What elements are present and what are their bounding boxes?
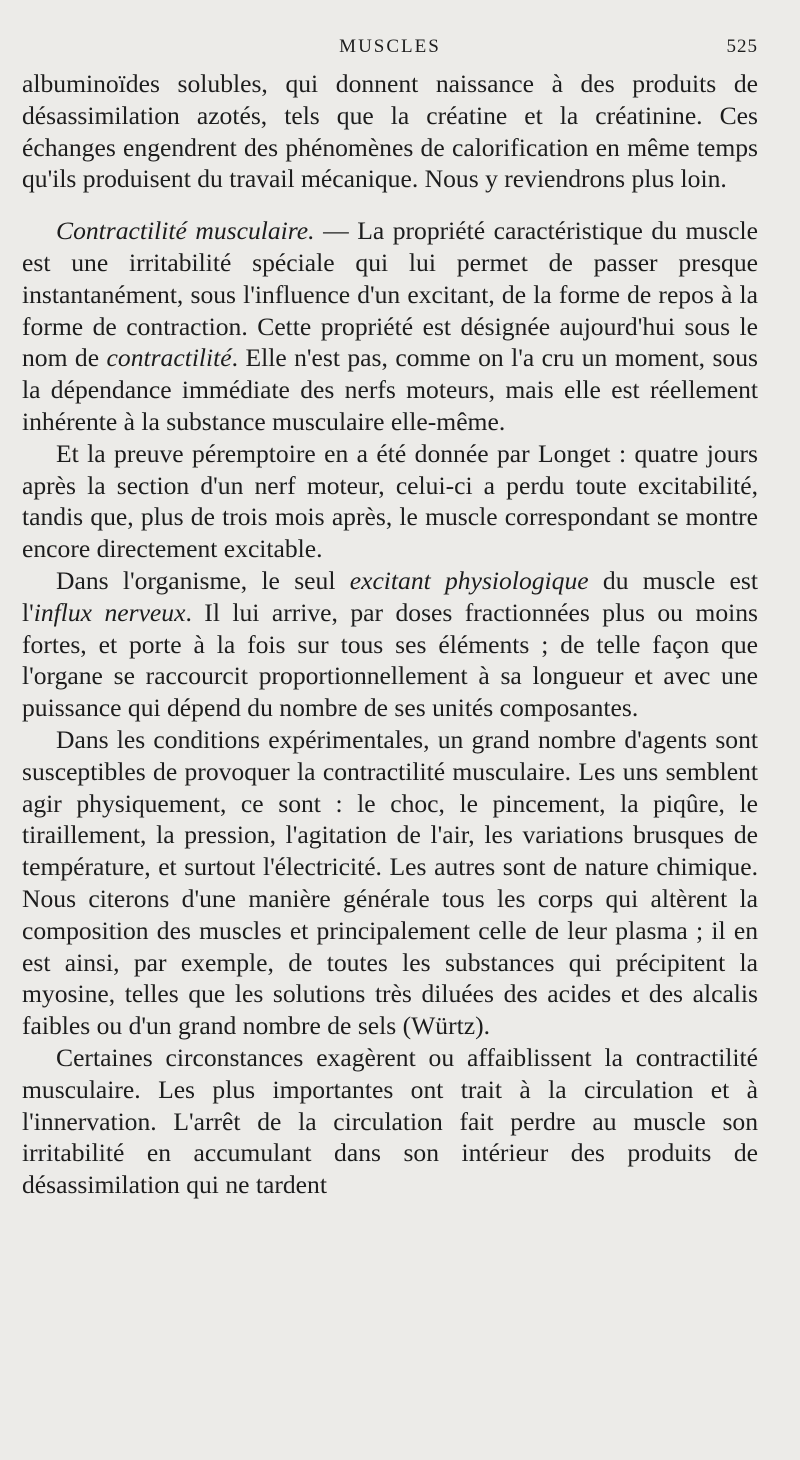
paragraph-text: du muscle est l' bbox=[22, 565, 758, 627]
section-heading: Contractilité musculaire. bbox=[56, 216, 315, 246]
paragraph-text: Dans l'organisme, le seul bbox=[56, 565, 350, 595]
paragraph-1: albuminoïdes solubles, qui donnent naissance à des produits de désassimilation azotés, tels que la créatine et la créatinine. Ces échanges engendrent des phénomènes de calorification en même temps qu'ils produisent du travail mécanique. Nous y reviendrons plus loin. bbox=[22, 69, 758, 194]
paragraph-text: — La propriété caractéristique du muscle est une irritabilité spéciale qui lui permet de passer presque instantanément, sous l'influence d'un excitant, de la forme de repos à la forme de contraction. Cette propriété est désignée aujourd'hui sous le nom de bbox=[22, 216, 758, 373]
page-number: 525 bbox=[726, 36, 758, 57]
page-header bbox=[22, 28, 758, 68]
running-head: MUSCLES bbox=[339, 36, 441, 57]
paragraph-3: Et la preuve péremptoire en a été donnée par Longet : quatre jours après la section d'un nerf moteur, celui-ci a perdu toute excitabilité, tandis que, plus de trois mois après, le muscle correspondant se montre encore directement excitable. bbox=[22, 438, 758, 564]
paragraph-contractilite bbox=[22, 215, 758, 438]
paragraph-text: . Elle n'est pas, comme on l'a cru un moment, sous la dépendance immédiate des nerfs moteurs, mais elle est réellement inhérente à la substance musculaire elle-même. bbox=[22, 343, 758, 436]
body-text bbox=[22, 68, 758, 1201]
emphasis-term: influx nerveux bbox=[33, 597, 186, 627]
paragraph-text: . Il lui arrive, par doses fractionnées plus ou moins fortes, et porte à la fois sur tous ses éléments ; de telle façon que l'organe se raccourcit proportionnellement à sa longueur et avec une puissance qui dépend du nombre de ses unités composantes. bbox=[22, 597, 758, 723]
paragraph-5: Dans les conditions expérimentales, un grand nombre d'agents sont susceptibles de provoquer la contractilité musculaire. Les uns semblent agir physiquement, ce sont : le choc, le pincement, la piqûre, le tiraillement, la pression, l'agitation de l'air, les variations brusques de température, et surtout l'électricité. Les autres sont de nature chimique. Nous citerons d'une manière générale tous les corps qui altèrent la composition des muscles et principalement celle de leur plasma ; il en est ainsi, par exemple, de toutes les substances qui précipitent la myosine, telles que les solutions très diluées des acides et des alcalis faibles ou d'un grand nombre de sels (Würtz). bbox=[22, 724, 758, 1041]
emphasis-term: excitant physiologique bbox=[349, 565, 589, 595]
paragraph-4 bbox=[22, 565, 758, 724]
emphasis-term: contractilité bbox=[106, 343, 232, 373]
paragraph-6: Certaines circonstances exagèrent ou affaiblissent la contractilité musculaire. Les plus importantes ont trait à la circulation et à l'innervation. L'arrêt de la circulation fait perdre au muscle son irritabilité en accumulant dans son intérieur des produits de désassimilation qui ne tardent bbox=[22, 1042, 758, 1200]
